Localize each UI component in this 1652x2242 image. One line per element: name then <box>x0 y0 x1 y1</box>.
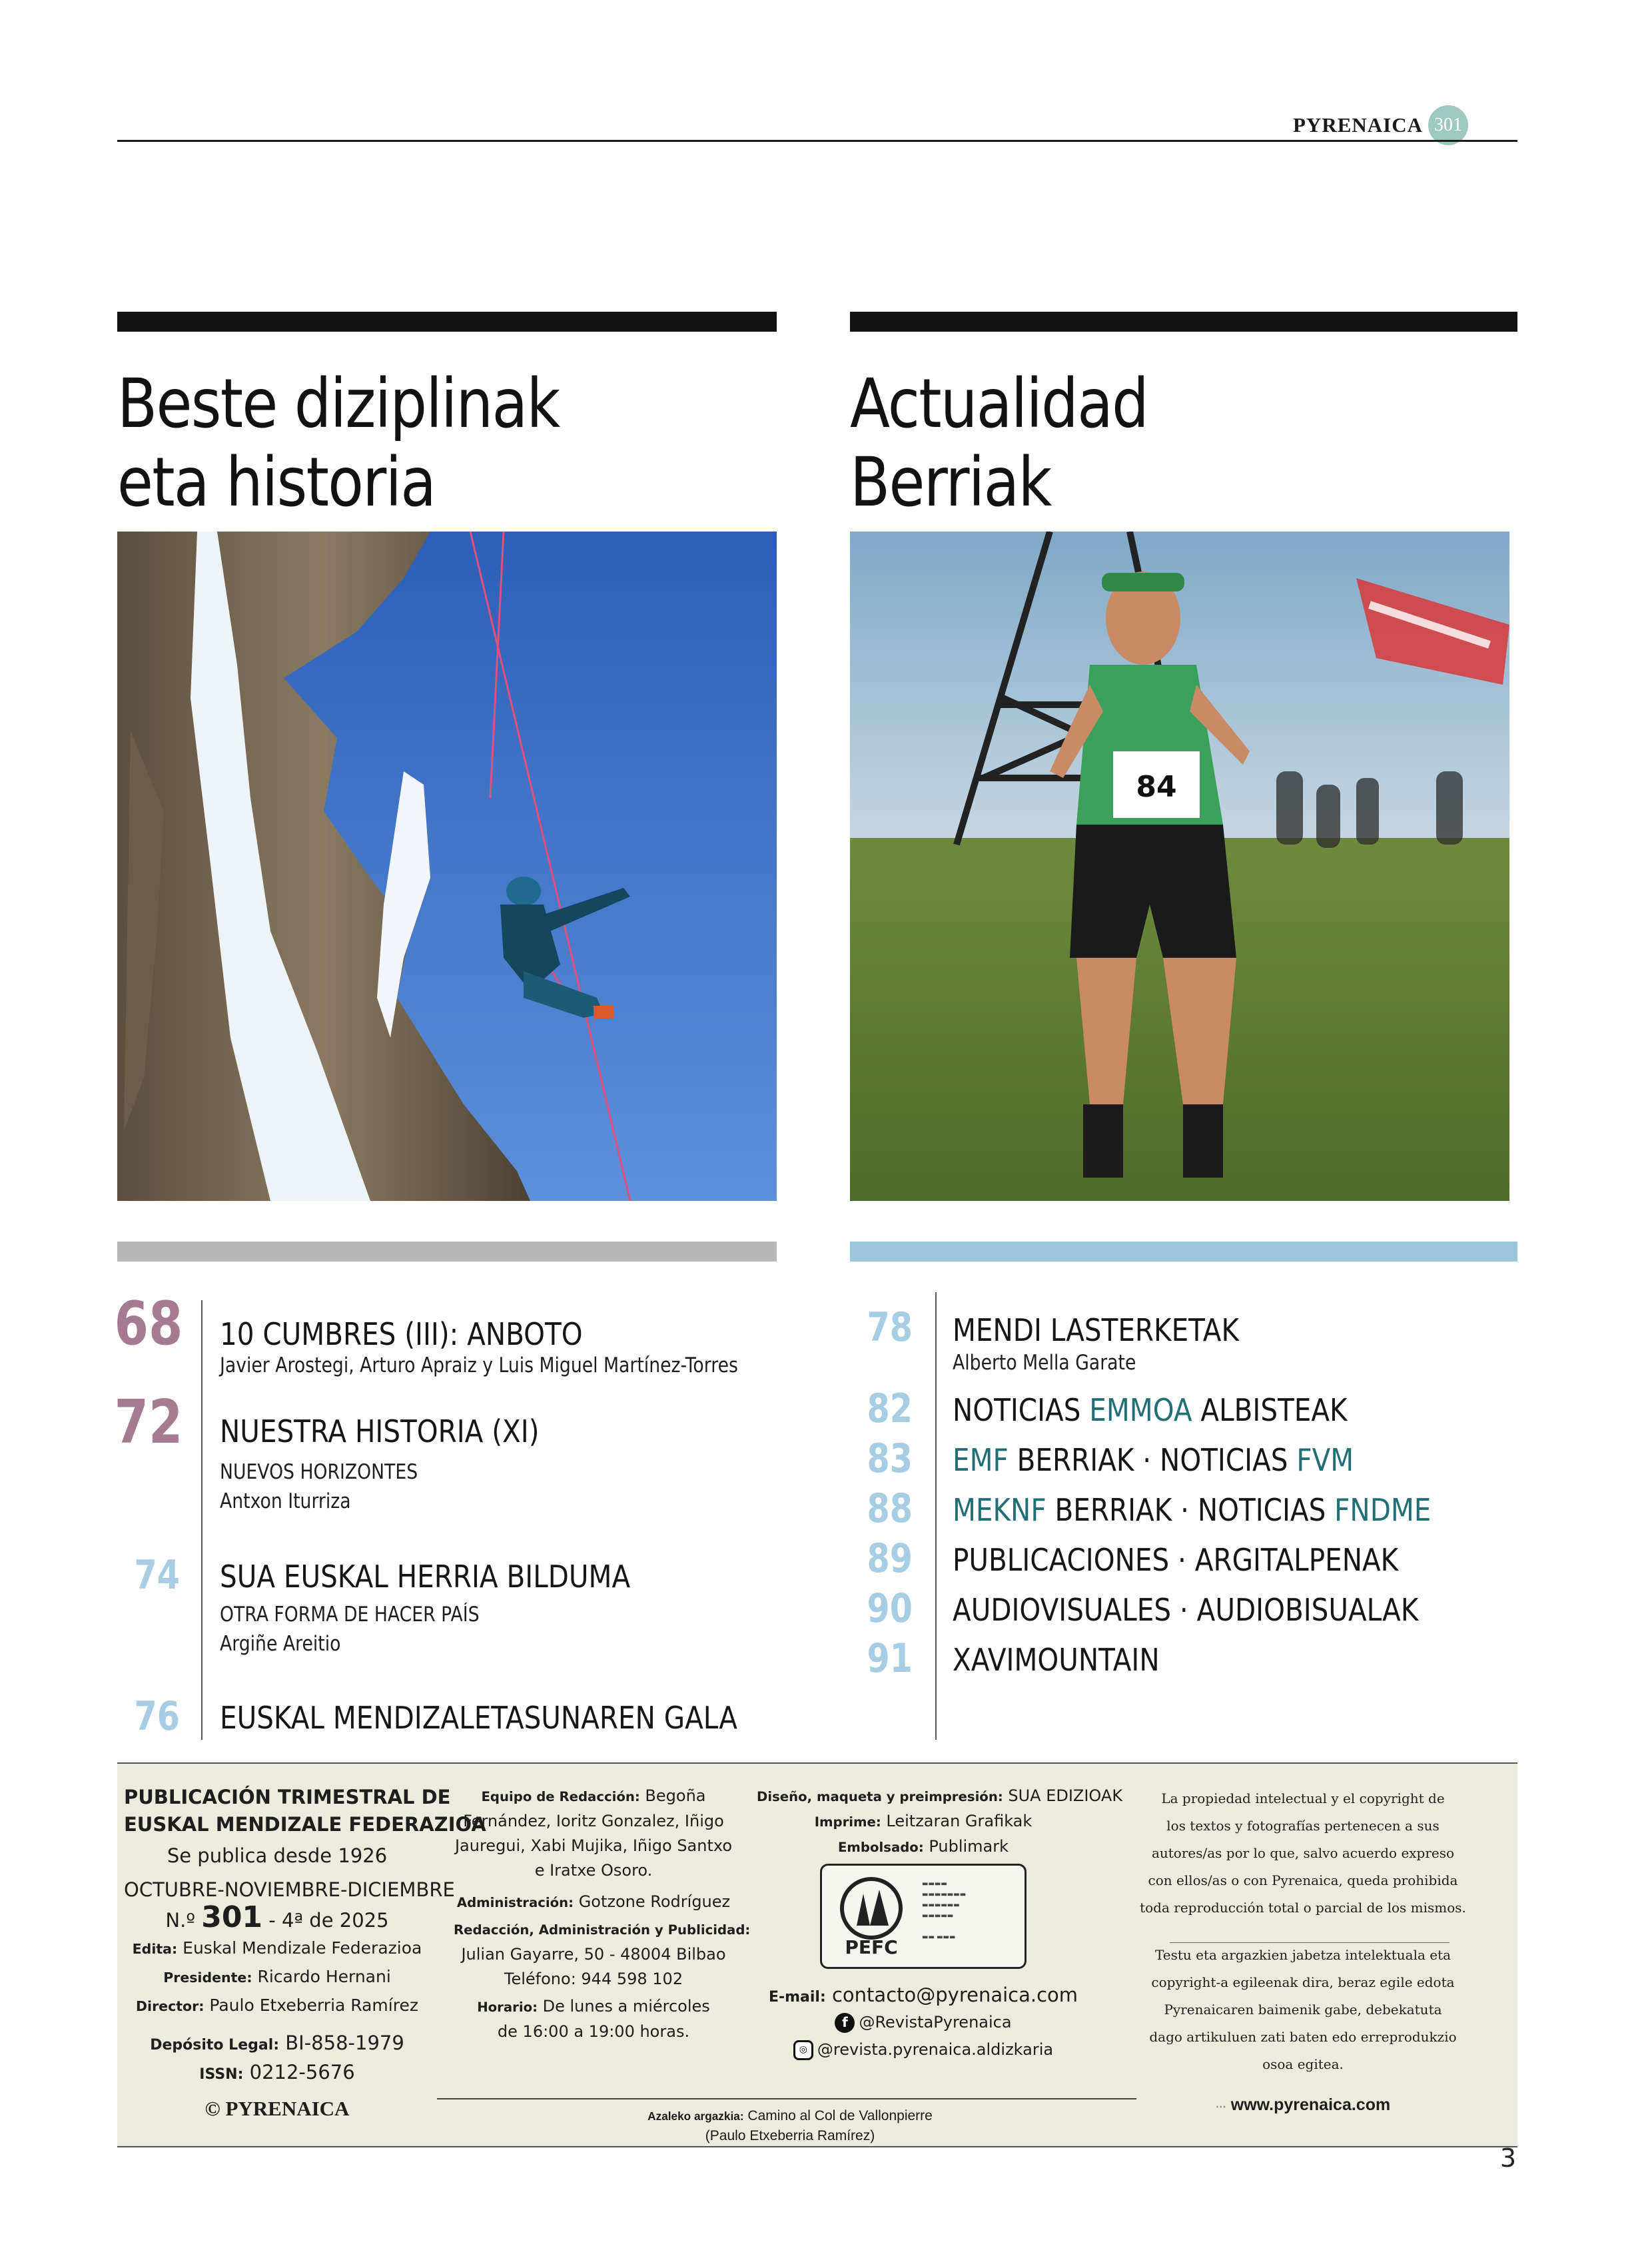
header-rule <box>117 140 1517 142</box>
toc-entry-title[interactable]: NUESTRA HISTORIA (XI) <box>220 1413 540 1449</box>
toc-page-number: 82 <box>867 1385 913 1432</box>
toc-page-number: 76 <box>134 1693 180 1740</box>
instagram-icon: ◎ <box>793 2040 813 2060</box>
toc-page-number: 68 <box>114 1289 183 1359</box>
toc-entry-author: Alberto Mella Garate <box>953 1351 1136 1375</box>
toc-entry-author: Antxon Iturriza <box>220 1489 351 1513</box>
website-link[interactable]: www.pyrenaica.com <box>1230 2095 1391 2114</box>
toc-entry-title[interactable]: NOTICIAS EMMOA ALBISTEAK <box>953 1392 1348 1428</box>
masthead-footer <box>117 1762 1517 2147</box>
toc-entry-title[interactable]: MEKNF BERRIAK · NOTICIAS FNDME <box>953 1492 1432 1528</box>
left-mid-bar <box>117 1242 777 1262</box>
masthead-editorial: Equipo de Redacción: Begoña Fernández, Ioritz Gonzalez, Iñigo Jauregui, Xabi Mujika, Iñigo Santxo e Iratxe Osoro. Administración: Gotzone Rodríguez Redacción, Administración y Publicidad: Julian Gayarre, 50 - 48004 Bilbao Teléfono: 944 598 102 Horario: De lunes a miércoles de 16:00 a 19:00 horas. <box>454 1786 751 2041</box>
footer-separator <box>1170 1942 1449 1943</box>
right-title-line-2: Berriak <box>850 443 1051 522</box>
left-title-line-1: Beste diziplinak <box>117 364 560 444</box>
right-mid-bar <box>850 1242 1517 1262</box>
instagram-handle[interactable]: @revista.pyrenaica.aldizkaria <box>817 2040 1054 2059</box>
masthead-production: Diseño, maqueta y preimpresión: SUA EDIZIOAK Imprime: Leitzaran Grafikak Embolsado: Publimark PEFC ▬▬▬▬ ▬▬▬▬▬▬▬ ▬▬▬▬▬▬ ▬▬▬▬▬ ▬▬ ▬▬▬ E-mail: contacto@pyrenaica.com f @RevistaPyrenaica ◎ @revista.pyrenaica.aldizkaria <box>757 1784 1090 2062</box>
magazine-brand <box>1293 105 1468 145</box>
cover-photo-credit: Azaleko argazkia: Camino al Col de Vallonpierre (Paulo Etxeberria Ramírez) <box>647 2108 933 2143</box>
toc-entry-title[interactable]: AUDIOVISUALES · AUDIOBISUALAK <box>953 1592 1419 1628</box>
contact-email[interactable]: contacto@pyrenaica.com <box>831 1984 1078 2006</box>
facebook-icon: f <box>835 2013 855 2033</box>
masthead-publication: PUBLICACIÓN TRIMESTRAL DE EUSKAL MENDIZALE FEDERAZIOA Se publica desde 1926 OCTUBRE-NOVIEMBRE-DICIEMBRE N.º 301 - 4ª de 2025 Edita: Euskal Mendizale Federazioa Presidente: Ricardo Hernani Director: Paulo Etxeberria Ramírez Depósito Legal: BI-858-1979 ISSN: 0212-5676 © PYRENAICA <box>124 1784 430 2122</box>
right-toc-divider <box>935 1292 937 1740</box>
toc-page-number: 88 <box>867 1485 913 1532</box>
right-top-bar <box>850 312 1517 332</box>
toc-page-number: 78 <box>867 1304 913 1351</box>
toc-page-number: 89 <box>867 1535 913 1582</box>
left-title-line-2: eta historia <box>117 443 436 522</box>
toc-entry-title[interactable]: XAVIMOUNTAIN <box>953 1642 1160 1678</box>
toc-entry-title[interactable]: PUBLICACIONES · ARGITALPENAK <box>953 1542 1399 1578</box>
toc-page-number: 83 <box>867 1435 913 1482</box>
toc-entry-author: Javier Arostegi, Arturo Apraiz y Luis Miguel Martínez-Torres <box>220 1353 738 1377</box>
toc-entry-title[interactable]: EMF BERRIAK · NOTICIAS FVM <box>953 1442 1354 1478</box>
pefc-certification-logo <box>820 1864 1027 1969</box>
toc-entry-title[interactable]: EUSKAL MENDIZALETASUNAREN GALA <box>220 1700 737 1736</box>
toc-page-number: 91 <box>867 1635 913 1682</box>
ice-climber-photo <box>117 532 777 1201</box>
left-toc-divider <box>201 1300 203 1740</box>
toc-page-number: 90 <box>867 1585 913 1632</box>
facebook-handle[interactable]: @RevistaPyrenaica <box>859 2013 1012 2032</box>
issue-line: N.º 301 - 4ª de 2025 <box>165 1900 389 1934</box>
left-top-bar <box>117 312 777 332</box>
toc-page-number: 72 <box>114 1387 183 1457</box>
footer-bottom-rule <box>437 2098 1136 2099</box>
toc-entry-subtitle: NUEVOS HORIZONTES <box>220 1460 418 1484</box>
copyright-notice: © PYRENAICA <box>205 2097 350 2120</box>
toc-page-number: 74 <box>134 1552 180 1599</box>
toc-entry-title[interactable]: MENDI LASTERKETAK <box>953 1312 1240 1348</box>
toc-entry-subtitle: OTRA FORMA DE HACER PAÍS <box>220 1603 480 1627</box>
toc-entry-title[interactable]: SUA EUSKAL HERRIA BILDUMA <box>220 1559 631 1595</box>
bib-number: 84 <box>1136 770 1177 804</box>
magazine-name: PYRENAICA <box>1293 113 1423 137</box>
right-section-title <box>850 365 1148 522</box>
toc-entry-title[interactable]: 10 CUMBRES (III): ANBOTO <box>220 1316 583 1352</box>
trail-runner-photo <box>850 532 1509 1201</box>
issue-badge: 301 <box>1428 105 1468 145</box>
right-title-line-1: Actualidad <box>850 364 1148 444</box>
web-icon: ⋯ <box>1215 2101 1226 2113</box>
page-number: 3 <box>1499 2143 1516 2173</box>
left-section-title <box>117 365 560 522</box>
toc-entry-author: Argiñe Areitio <box>220 1632 341 1656</box>
pefc-fine-print: ▬▬▬▬ ▬▬▬▬▬▬▬ ▬▬▬▬▬▬ ▬▬▬▬▬ ▬▬ ▬▬▬ <box>922 1880 967 1941</box>
pefc-tree-icon <box>831 1874 911 1960</box>
copyright-statement: La propiedad intelectual y el copyright de los textos y fotografías pertenecen a sus autores/as por lo que, salvo acuerdo expreso con ellos/as o con Pyrenaica, queda prohibida toda reproducción total o parcial de los mismos. Testu eta argazkien jabetza intelektuala eta copyright-a egileenak dira, beraz egile edota Pyrenaicaren baimenik gabe, debekatuta dago artikuluen zati baten edo erreprodukzio osoa egitea. ⋯ www.pyrenaica.com <box>1140 1790 1466 2114</box>
svg-text:PEFC: PEFC <box>845 1936 898 1958</box>
